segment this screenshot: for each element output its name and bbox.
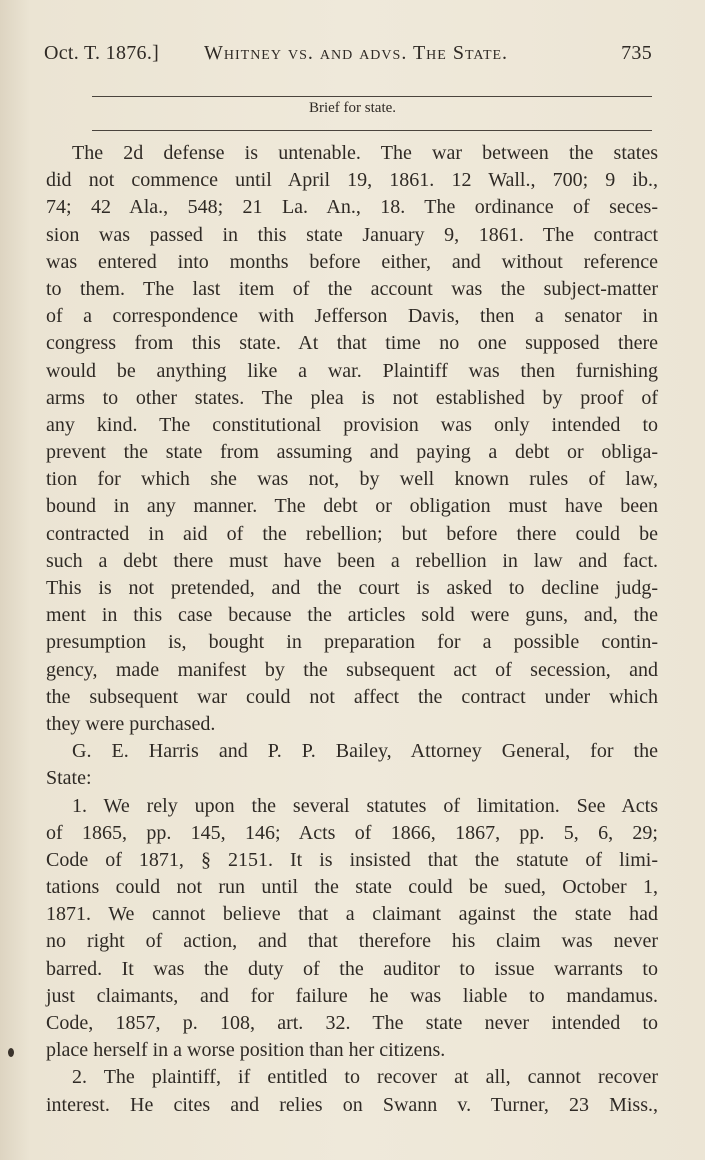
text-line: 1871. We cannot believe that a claimant against the state had: [46, 903, 658, 926]
text-line: State:: [46, 767, 92, 790]
text-line: 74; 42 Ala., 548; 21 La. An., 18. The ordinance of seces-: [46, 196, 658, 219]
text-line: interest. He cites and relies on Swann v. Turner, 23 Miss.,: [46, 1093, 658, 1116]
text-line: bound in any manner. The debt or obligation must have been: [46, 495, 658, 518]
case-title: Whitney vs. and advs. The State.: [204, 42, 509, 64]
text-line: The 2d defense is untenable. The war between the states: [72, 142, 658, 164]
text-line: to them. The last item of the account was the subject-matter: [46, 277, 658, 300]
text-line: barred. It was the duty of the auditor to issue warrants to: [46, 957, 658, 980]
text-line: the subsequent war could not affect the contract under which: [46, 685, 658, 708]
text-line: no right of action, and that therefore his claim was never: [46, 930, 658, 953]
text-line: Code, 1857, p. 108, art. 32. The state never intended to: [46, 1012, 658, 1034]
text-line: just claimants, and for failure he was liable to mandamus.: [46, 984, 658, 1007]
text-line: prevent the state from assuming and paying a debt or obliga-: [46, 441, 658, 464]
text-line: tion for which she was not, by well known rules of law,: [46, 468, 658, 491]
text-line: would be anything like a war. Plaintiff was then furnishing: [46, 359, 658, 382]
text-line: congress from this state. At that time no one supposed there: [46, 332, 658, 355]
term-label: Oct. T. 1876.]: [44, 42, 160, 64]
text-line: such a debt there must have been a rebellion in law and fact.: [46, 549, 658, 572]
text-line: did not commence until April 19, 1861. 12 Wall., 700; 9 ib.,: [46, 169, 658, 192]
text-line: of 1865, pp. 145, 146; Acts of 1866, 1867, pp. 5, 6, 29;: [46, 821, 658, 844]
text-line: 1. We rely upon the several statutes of limitation. See Acts: [72, 794, 658, 817]
counsel-line: G. E. Harris and P. P. Bailey, Attorney General, for the: [72, 740, 658, 763]
body-text: [46, 140, 658, 1119]
text-line: arms to other states. The plea is not established by proof of: [46, 386, 658, 409]
text-line: Code of 1871, § 2151. It is insisted that the statute of limi-: [46, 848, 658, 871]
text-line: sion was passed in this state January 9, 1861. The contract: [46, 223, 658, 246]
text-line: contracted in aid of the rebellion; but before there could be: [46, 522, 658, 545]
text-line: place herself in a worse position than her citizens.: [46, 1039, 446, 1062]
page-number: 735: [621, 42, 652, 64]
text-line: This is not pretended, and the court is asked to decline judg-: [46, 577, 658, 599]
text-line: ment in this case because the articles sold were guns, and, the: [46, 604, 658, 627]
text-line: presumption is, bought in preparation for a possible contin-: [46, 631, 658, 654]
text-line: they were purchased.: [46, 712, 216, 735]
text-line: any kind. The constitutional provision was only intended to: [46, 413, 658, 436]
header-rule-bottom: [92, 130, 652, 131]
running-head: [44, 42, 654, 74]
text-line: 2. The plaintiff, if entitled to recover at all, cannot recover: [72, 1066, 658, 1089]
margin-ink-mark: [8, 1048, 14, 1057]
text-line: of a correspondence with Jefferson Davis, then a senator in: [46, 305, 658, 328]
section-subhead: Brief for state.: [308, 100, 397, 116]
text-line: tations could not run until the state could be sued, October 1,: [46, 876, 658, 899]
text-line: gency, made manifest by the subsequent act of secession, and: [46, 658, 658, 681]
text-line: was entered into months before either, and without reference: [46, 250, 658, 273]
header-rule-top: [92, 96, 652, 97]
